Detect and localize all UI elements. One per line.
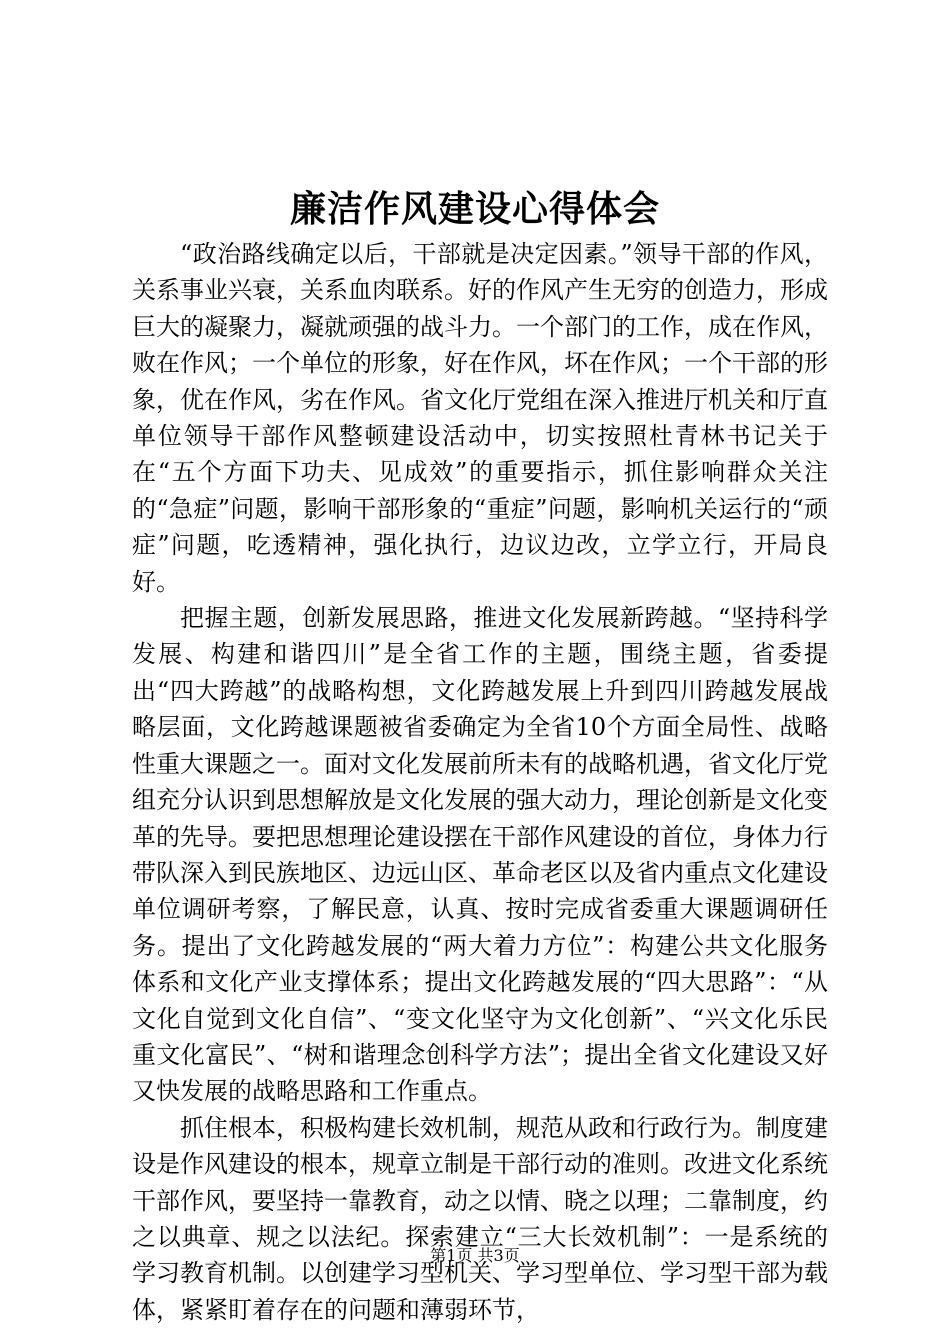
paragraph-2: 把握主题，创新发展思路，推进文化发展新跨越。“坚持科学发展、构建和谐四川”是全省工作的主题，围绕主题，省委提出“四大跨越”的战略构想，文化跨越发展上升到四川跨越发展战略层面，文化跨越课题被省委确定为全省10个方面全局性、战略性重大课题之一。面对文化发展前所未有的战略机遇，省文化厅党组充分认识到思想解放是文化发展的强大动力，理论创新是文化变革的先导。要把思想理论建设摆在干部作风建设的首位，身体力行带队深入到民族地区、边远山区、革命老区以及省内重点文化建设单位调研考察，了解民意，认真、按时完成省委重大课题调研任务。提出了文化跨越发展的“两大着力方位”：构建公共文化服务体系和文化产业支撑体系；提出文化跨越发展的“四大思路”：“从文化自觉到文化自信”、“变文化坚守为文化创新”、“兴文化乐民重文化富民”、“树和谐理念创科学方法”；提出全省文化建设又好又快发展的战略思路和工作重点。	[132, 604, 828, 1106]
paragraph-3: 抓住根本，积极构建长效机制，规范从政和行政行为。制度建设是作风建设的根本，规章立制是干部行动的准则。改进文化系统干部作风，要坚持一靠教育，动之以情、晓之以理；二靠制度，约之以典章、规之以法纪。探索建立“三大长效机制”：一是系统的学习教育机制。以创建学习型机关、学习型单位、学习型干部为载体，紧紧盯着存在的问题和薄弱环节，	[132, 1113, 828, 1324]
document-title: 廉洁作风建设心得体会	[289, 188, 660, 230]
page-number-footer: 第1页 共3页	[430, 1246, 520, 1265]
paragraph-1: “政治路线确定以后，干部就是决定因素。”领导干部的作风，关系事业兴衰，关系血肉联系。好的作风产生无穷的创造力，形成巨大的凝聚力，凝就顽强的战斗力。一个部门的工作，成在作风，败在作风；一个单位的形象，好在作风，坏在作风；一个干部的形象，优在作风，劣在作风。省文化厅党组在深入推进厅机关和厅直单位领导干部作风整顿建设活动中，切实按照杜青林书记关于在“五个方面下功夫、见成效”的重要指示，抓住影响群众关注的“急症”问题，影响干部形象的“重症”问题，影响机关运行的“顽症”问题，吃透精神，强化执行，边议边改，立学立行，开局良好。	[132, 240, 828, 596]
document-body	[132, 236, 828, 1328]
